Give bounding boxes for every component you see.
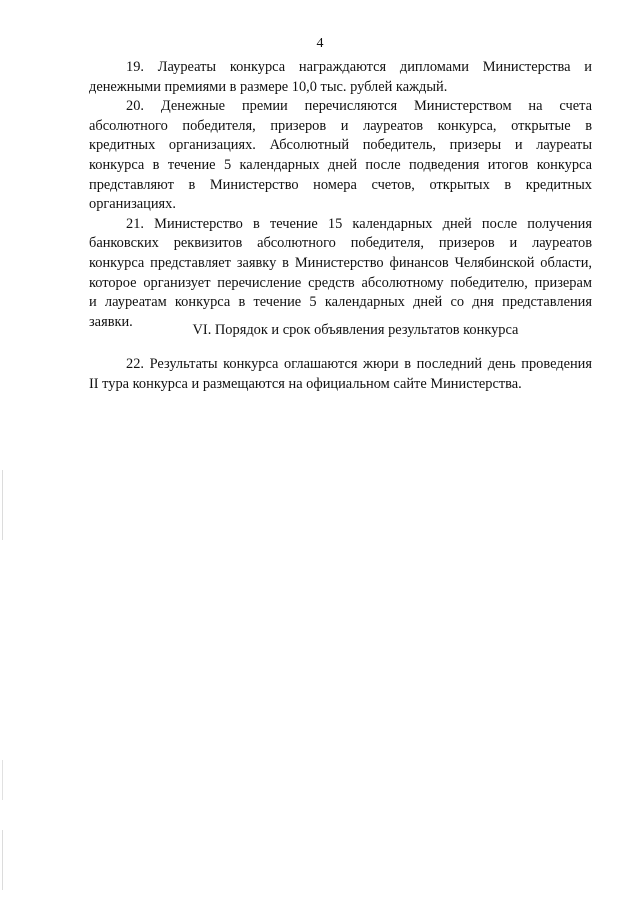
paragraph-line: конкурса представляет заявку в Министерство финансов Челябинской области, [89, 254, 592, 271]
paragraph-line: денежными премиями в размере 10,0 тыс. рублей каждый. [89, 78, 448, 95]
paragraph-22-block [89, 355, 592, 394]
section-heading: VI. Порядок и срок объявления результатов конкурса [192, 322, 519, 338]
document-body [89, 58, 592, 332]
paragraph-line: заявки. [89, 313, 133, 330]
paragraph-line: которое организует перечисление средств абсолютному победителю, призерам [89, 274, 592, 291]
paragraph-line: и лауреатам конкурса в течение 5 календарных дней со дня представления [89, 294, 592, 311]
paragraph-line: организациях. [89, 196, 176, 213]
paragraph-22 [89, 355, 592, 394]
scan-artifact [2, 470, 3, 540]
paragraph-line: конкурса в течение 5 календарных дней после подведения итогов конкурса [89, 156, 592, 173]
scan-artifact [2, 830, 3, 890]
paragraph-line: 22. Результаты конкурса оглашаются жюри в последний день проведения [126, 356, 592, 372]
paragraph-line: банковских реквизитов абсолютного победителя, призеров и лауреатов [89, 235, 592, 252]
paragraph-19 [89, 58, 592, 97]
page-number: 4 [316, 36, 324, 51]
paragraph-line: 21. Министерство в течение 15 календарных дней после получения [126, 215, 592, 232]
paragraph-line: 20. Денежные премии перечисляются Министерством на счета [126, 98, 592, 115]
paragraph-line: абсолютного победителя, призеров и лауреатов конкурса, открытые в [89, 117, 592, 134]
paragraph-line: кредитных организациях. Абсолютный победитель, призеры и лауреаты [89, 137, 592, 154]
paragraph-line: 19. Лауреаты конкурса награждаются дипломами Министерства и [126, 59, 592, 75]
paragraph-20 [89, 97, 592, 215]
scan-artifact [2, 760, 3, 800]
paragraph-21 [89, 215, 592, 333]
paragraph-line: II тура конкурса и размещаются на официальном сайте Министерства. [89, 375, 522, 392]
paragraph-line: представляют в Министерство номера счетов, открытых в кредитных [89, 176, 592, 193]
